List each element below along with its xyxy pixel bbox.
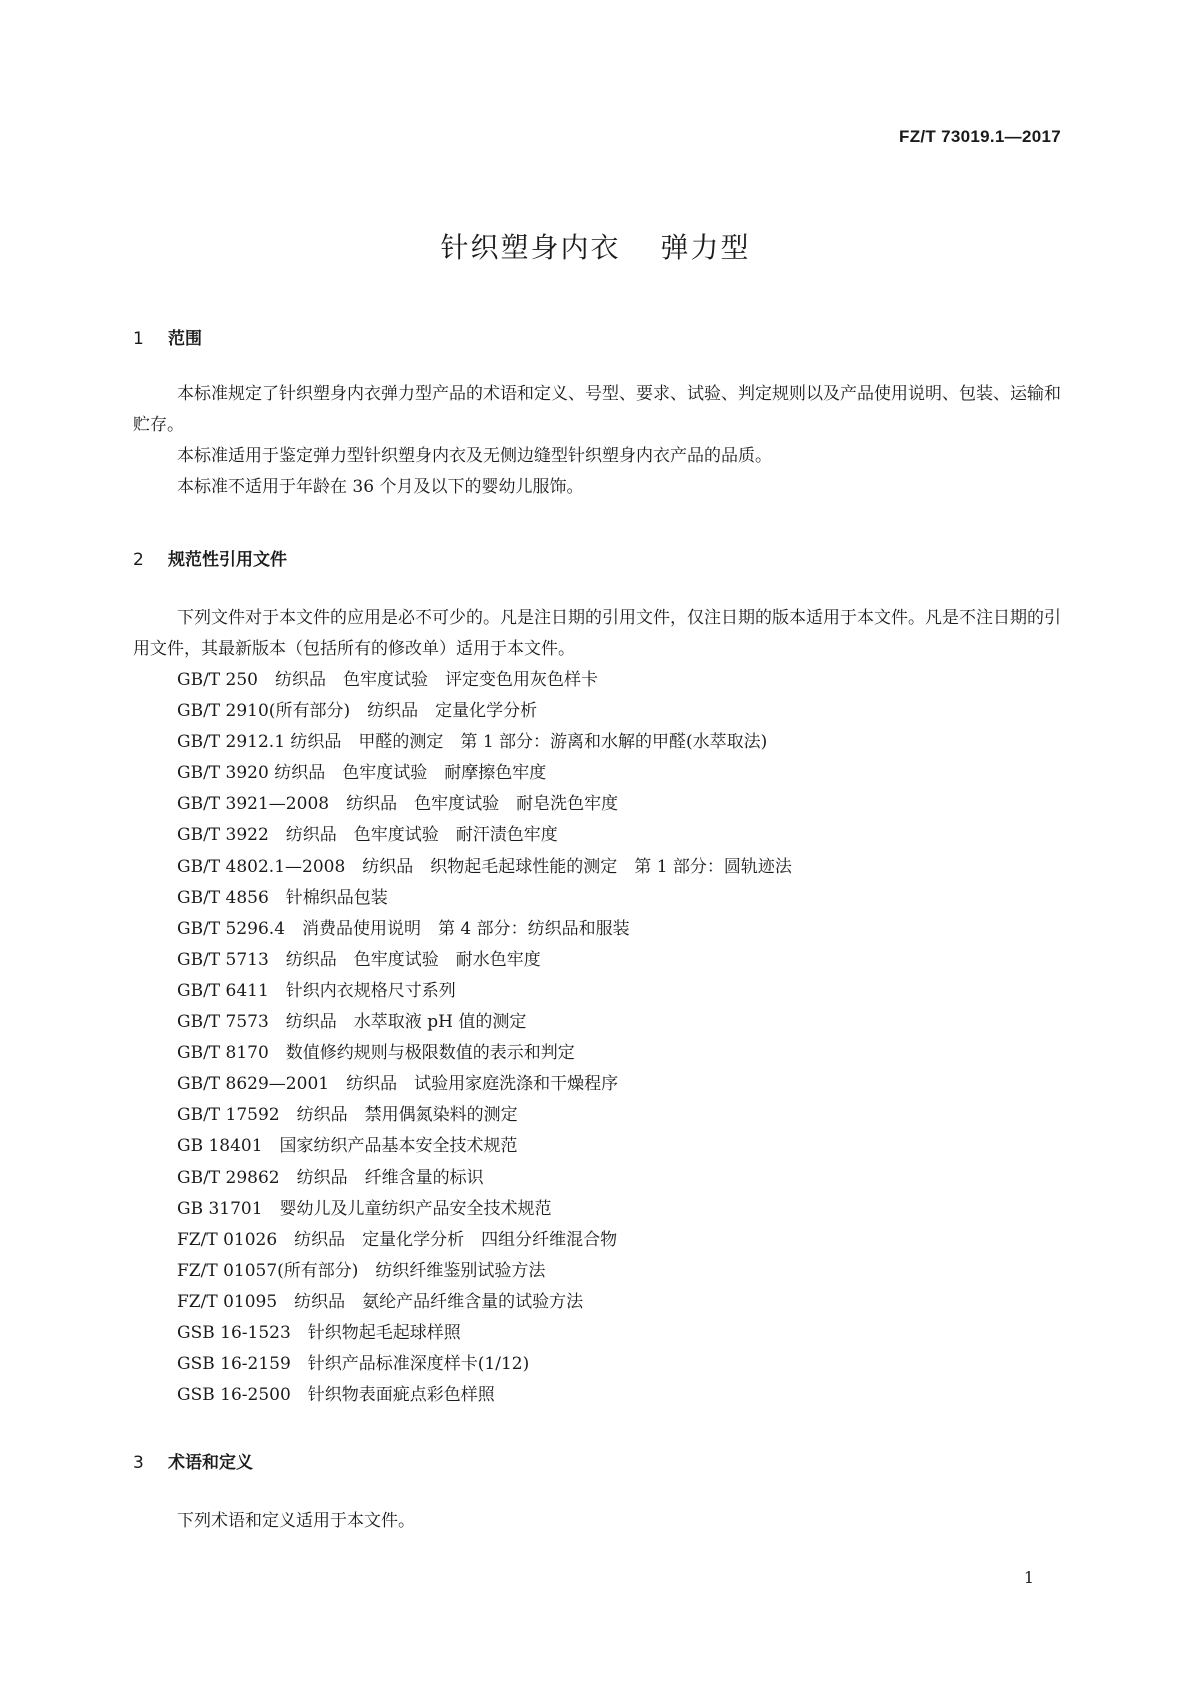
section-title: 范围	[168, 329, 202, 349]
section-1-paragraph-1: 本标准规定了针织塑身内衣弹力型产品的术语和定义、号型、要求、试验、判定规则以及产品使用说明、包装、运输和贮存。	[133, 384, 1061, 435]
section-number: 1	[133, 329, 144, 349]
section-1-paragraph-2: 本标准适用于鉴定弹力型针织塑身内衣及无侧边缝型针织塑身内衣产品的品质。	[177, 446, 772, 466]
reference-item: FZ/T 01026 纺织品 定量化学分析 四组分纤维混合物	[177, 1229, 618, 1250]
page-number: 1	[1023, 1568, 1034, 1587]
reference-item: GB/T 7573 纺织品 水萃取液 pH 值的测定	[177, 1012, 527, 1033]
reference-item: GB/T 6411 针织内衣规格尺寸系列	[177, 980, 456, 1001]
section-1-paragraph-3: 本标准不适用于年龄在 36 个月及以下的婴幼儿服饰。	[177, 477, 584, 497]
reference-item: GSB 16-1523 针织物起毛起球样照	[177, 1322, 461, 1343]
reference-item: GB/T 3921—2008 纺织品 色牢度试验 耐皂洗色牢度	[177, 794, 619, 815]
reference-item: GB/T 250 纺织品 色牢度试验 评定变色用灰色样卡	[177, 670, 598, 690]
reference-item: GB/T 8170 数值修约规则与极限数值的表示和判定	[177, 1043, 575, 1064]
title-main: 针织塑身内衣	[440, 231, 621, 264]
section-2-heading	[133, 545, 287, 570]
reference-item: GB/T 4802.1—2008 纺织品 织物起毛起球性能的测定 第 1 部分：圆轨迹法	[177, 856, 792, 877]
reference-item: GB/T 2912.1 纺织品 甲醛的测定 第 1 部分：游离和水解的甲醛(水萃取法)	[177, 732, 768, 753]
reference-item: GB/T 29862 纺织品 纤维含量的标识	[177, 1167, 484, 1188]
normative-references-list	[177, 665, 792, 1411]
reference-item: GB/T 2910(所有部分) 纺织品 定量化学分析	[177, 701, 538, 722]
reference-item: FZ/T 01095 纺织品 氨纶产品纤维含量的试验方法	[177, 1291, 584, 1312]
section-title: 术语和定义	[168, 1453, 253, 1473]
reference-item: GB/T 5296.4 消费品使用说明 第 4 部分：纺织品和服装	[177, 918, 630, 939]
reference-item: GB/T 17592 纺织品 禁用偶氮染料的测定	[177, 1105, 518, 1126]
reference-item: GSB 16-2500 针织物表面疵点彩色样照	[177, 1385, 495, 1406]
reference-item: FZ/T 01057(所有部分) 纺织纤维鉴别试验方法	[177, 1260, 546, 1281]
section-3-heading	[133, 1448, 253, 1473]
reference-item: GB/T 5713 纺织品 色牢度试验 耐水色牢度	[177, 949, 541, 970]
reference-item: GB/T 8629—2001 纺织品 试验用家庭洗涤和干燥程序	[177, 1074, 619, 1095]
standard-code: FZ/T 73019.1—2017	[899, 127, 1061, 146]
document-title	[0, 226, 1191, 266]
section-3-intro: 下列术语和定义适用于本文件。	[177, 1511, 415, 1531]
section-2-intro: 下列文件对于本文件的应用是必不可少的。凡是注日期的引用文件，仅注日期的版本适用于本文件。凡是不注日期的引用文件，其最新版本（包括所有的修改单）适用于本文件。	[133, 608, 1061, 659]
reference-item: GB 31701 婴幼儿及儿童纺织产品安全技术规范	[177, 1198, 552, 1219]
reference-item: GB/T 3920 纺织品 色牢度试验 耐摩擦色牢度	[177, 763, 547, 784]
reference-item: GB/T 3922 纺织品 色牢度试验 耐汗渍色牢度	[177, 825, 558, 846]
reference-item: GSB 16-2159 针织产品标准深度样卡(1/12)	[177, 1354, 530, 1375]
section-title: 规范性引用文件	[168, 550, 287, 570]
section-number: 3	[133, 1453, 144, 1473]
title-sub: 弹力型	[660, 231, 751, 264]
reference-item: GB/T 4856 针棉织品包装	[177, 887, 388, 908]
section-1-heading	[133, 324, 202, 349]
section-number: 2	[133, 550, 144, 570]
reference-item: GB 18401 国家纺织产品基本安全技术规范	[177, 1136, 518, 1157]
